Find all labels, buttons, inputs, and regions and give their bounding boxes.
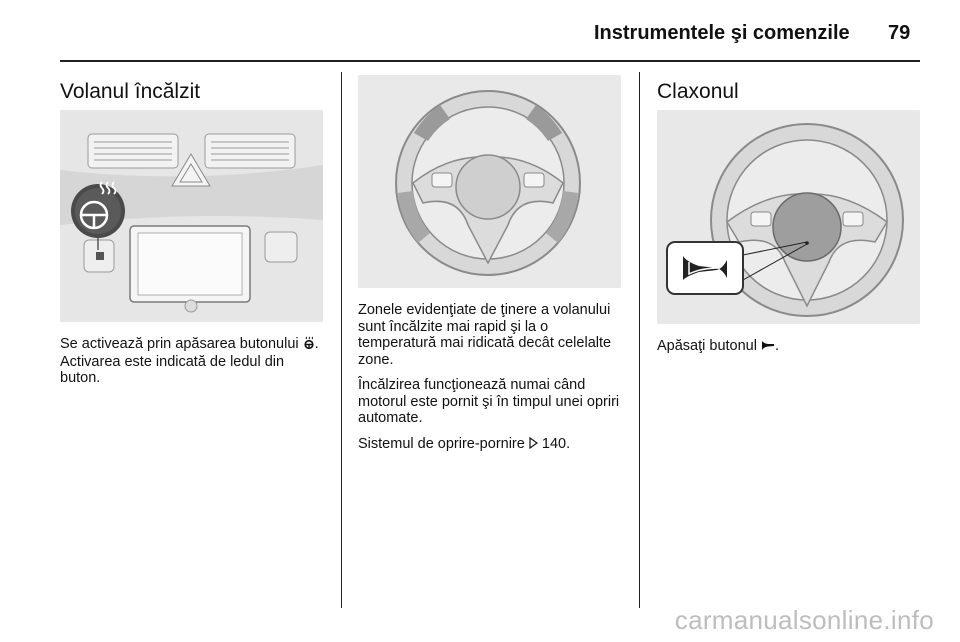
heating-conditions-paragraph: Încălzirea funcţionează numai când motorul este pornit şi în timpul unei opriri automate. xyxy=(358,377,620,426)
horn-figure xyxy=(657,110,920,324)
heated-wheel-text-2: . Activarea este indicată de ledul din buton. xyxy=(60,336,319,386)
heated-wheel-description xyxy=(60,336,326,387)
column-divider-2 xyxy=(639,72,640,608)
stop-start-reference[interactable] xyxy=(358,436,628,454)
heated-steering-wheel-icon xyxy=(303,336,315,354)
heated-wheel-title: Volanul încălzit xyxy=(60,80,201,103)
horn-icon xyxy=(761,339,775,356)
header-rule xyxy=(60,60,920,62)
horn-instruction xyxy=(657,338,917,356)
page-number: 79 xyxy=(888,22,911,44)
heated-zones-paragraph: Zonele evidenţiate de ţinere a volanului sunt încălzite mai rapid şi la o temperatură mai ridicată decât celelalte zone. xyxy=(358,302,612,368)
stop-start-page-ref: 140. xyxy=(541,435,571,452)
dashboard-figure xyxy=(60,110,323,322)
steering-wheel-zones-figure xyxy=(358,75,621,288)
heated-zones-text xyxy=(358,302,628,462)
horn-title: Claxonul xyxy=(657,80,739,103)
stop-start-text: Sistemul de oprire-pornire xyxy=(358,435,525,452)
heated-wheel-text-1: Se activează prin apăsarea butonului xyxy=(60,336,299,352)
watermark: carmanualsonline.info xyxy=(674,605,934,635)
header-section-title: Instrumentele şi comenzile xyxy=(594,22,850,44)
horn-text-1: Apăsaţi butonul xyxy=(657,338,757,354)
horn-text-2: . xyxy=(775,338,780,354)
page-reference-arrow-icon xyxy=(529,437,538,454)
column-divider-1 xyxy=(341,72,342,608)
